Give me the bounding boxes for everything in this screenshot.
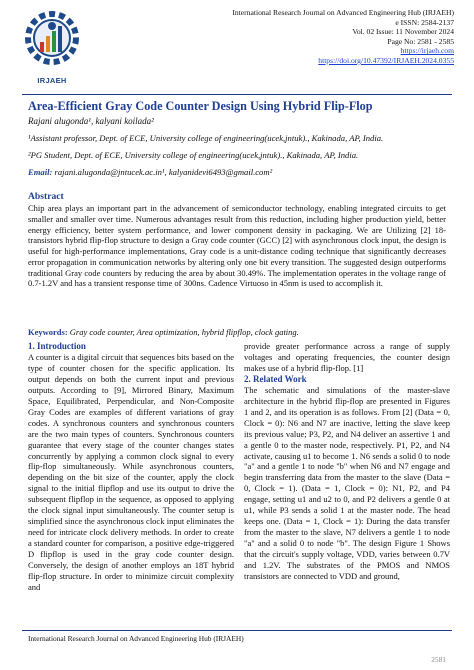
keywords-list: Gray code counter, Area optimization, hybrid flipflop, clock gating. bbox=[69, 327, 299, 337]
gear-logo-icon bbox=[22, 6, 82, 76]
authors: Rajani alugonda¹, kalyani koilada² bbox=[28, 116, 154, 126]
related-work-heading: 2. Related Work bbox=[244, 373, 307, 384]
journal-header bbox=[22, 4, 454, 92]
journal-name: International Research Journal on Advanced Engineering Hub (IRJAEH) bbox=[232, 8, 454, 17]
keywords-line bbox=[28, 327, 446, 337]
footer-divider bbox=[22, 630, 452, 631]
introduction-continued: provide greater performance across a range of supply voltages and operating frequencies, the counter design makes use of a hybrid flip-flop. [1] bbox=[244, 341, 450, 373]
footer-journal-name: International Research Journal on Advanced Engineering Hub (IRJAEH) bbox=[28, 634, 244, 643]
abstract-heading: Abstract bbox=[28, 191, 64, 202]
header-divider bbox=[22, 94, 452, 95]
issn: e ISSN: 2584-2137 bbox=[395, 17, 454, 27]
affiliation-1: ¹Assistant professor, Dept. of ECE, University college of engineering(ucek,jntuk)., Kakinada, AP, India. bbox=[28, 133, 384, 143]
email-label: Email: bbox=[28, 167, 53, 177]
left-column bbox=[28, 341, 234, 593]
site-link[interactable]: https://irjaeh.com bbox=[400, 46, 454, 56]
abstract-text: Chip area plays an important part in the advancement of semiconductor technology, enabling integrated circuits to get smaller and smaller over time. Numerous advantages result from this reduction, including higher production yield, better energy efficiency, better system performance, and lower component density in packaging. We are Utilizing [2] 18-transistors hybrid flip-flop structure to design a Gray code counter (GCC) [2] with asynchronous clock input, the design is useful for high-performance implementations, Gray code is a unit-distance coding technique that significantly decreases error propagation in communication networks by altering only one bit every transition. The suggested design outperforms traditional Gray code counters by reducing the area by about 30.49%. The implementation operates in the voltage range of 0.7-1.2V and has a transient response time of 300ns. Cadence Virtuoso in 45nm is used to accomplish it. bbox=[28, 203, 446, 289]
paper-title: Area-Efficient Gray Code Counter Design Using Hybrid Flip-Flop bbox=[28, 99, 373, 113]
journal-logo bbox=[22, 6, 82, 86]
page-number: 2581 bbox=[431, 655, 446, 664]
right-column bbox=[244, 341, 450, 582]
logo-text: IRJAEH bbox=[37, 76, 67, 85]
email-addresses[interactable]: rajani.alugonda@jntucek.ac.in¹, kalyanidevi6493@gmail.com² bbox=[54, 167, 273, 177]
email-line bbox=[28, 167, 272, 177]
keywords-label: Keywords: bbox=[28, 327, 68, 337]
related-work-text: The schematic and simulations of the master-slave architecture in the hybrid flip-flop are presented in Figures 1 and 2, and its operation is as follows. From [2] (Data = 0, Clock = 0): N6 and N7 are inactive, letting the slave keep its previous value; P3, P2, and N4 deliver an assertive 1 and a gentle 0 to the master node, respectively. P1, P2, and N4 activate, causing u1 to become 1. N6 sends a solid 0 to node "a" and a gentle 1 to node "b" when N6 and N7 engage and begin transferring data from the master to the slave (Data = 0, Clock = 1). (Data = 1, Clock = 0): N1, P2, and P4 engage, setting u1 and u2 to 0, and P2 delivers a gentle 0 at u1, while P3 sends a solid 1 at the master node. The head keeps one. (Data = 1, Clock = 1): During the data transfer from the master to the slave, N7 delivers a gentle 1 to node "a" and a solid 0 to node "b". The design Figure 1 Shows that the circuit's supply voltage, VDD, varies between 0.7V and 1.2V. The substrates of the PMOS and NMOS transistors are connected to VDD and ground, bbox=[244, 384, 450, 582]
introduction-heading: 1. Introduction bbox=[28, 341, 86, 351]
doi-link[interactable]: https://doi.org/10.47392/IRJAEH.2024.0355 bbox=[318, 55, 454, 65]
issue: Vol. 02 Issue: 11 November 2024 bbox=[352, 27, 454, 37]
journal-info bbox=[232, 8, 454, 66]
page-range: Page No: 2581 - 2585 bbox=[387, 36, 454, 46]
introduction-text: A counter is a digital circuit that sequences bits based on the type of counter chosen for the specific application. Its output depends on both the current input and previous outputs. According to [9], Mirrored Binary, Maximum Space, Equilibrated, Perpendicular, and Non-Composite Gray Codes are examples of different variations of gray codes. A synchronous counters and synchronous counters are the two main types of counters. Synchronous counters guarantee that every stage of the counter changes states concurrently by applying a common clock signal to every flip-flop simultaneously. While asynchronous counters, depending on the bit size of the counter, apply the clock signal to the initial flipflop and use its output to drive the subsequent flipflop in the sequence, as opposed to applying the clock signal input simultaneously. The counter setup is simplified since the asynchronous clock input eliminates the need for intricate clock delivery methods. In order to create a standard counter for comparison, a positive edge-triggered D flipflop is used in the gray code counter design. Conversely, the design of another employs an 18T hybrid flip-flop structure. In order to minimize circuit complexity and bbox=[28, 351, 234, 592]
affiliation-2: ²PG Student, Dept. of ECE, University college of engineering(ucek,jntuk)., Kakinada, AP, India. bbox=[28, 150, 359, 160]
